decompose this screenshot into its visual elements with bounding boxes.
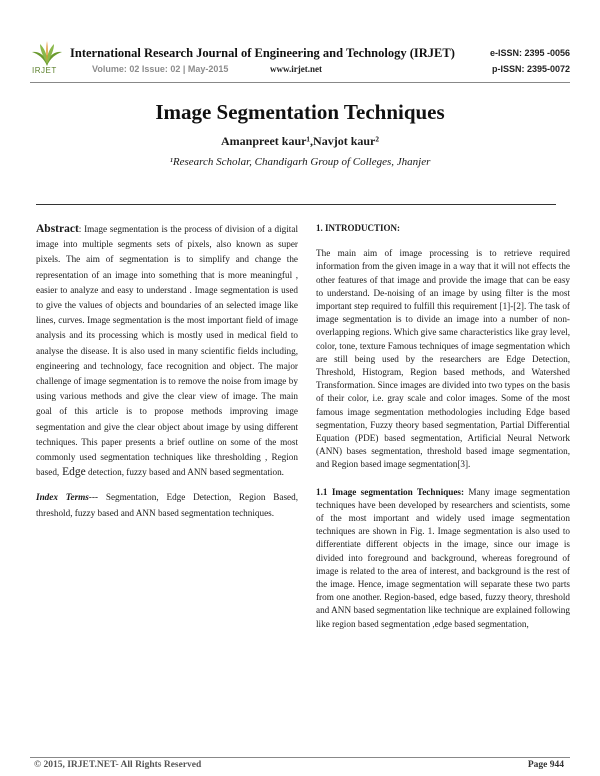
left-column	[36, 222, 298, 521]
volume-info: Volume: 02 Issue: 02 | May-2015	[92, 64, 229, 74]
abstract-text-end: detection, fuzzy based and ANN based segmentation.	[85, 467, 284, 478]
page-number: Page 944	[527, 760, 564, 770]
title-divider	[36, 204, 556, 205]
index-terms-paragraph	[36, 490, 298, 520]
paper-authors: Amanpreet kaur¹,Navjot kaur²	[221, 134, 379, 148]
abstract-paragraph	[36, 222, 298, 480]
paper-title: Image Segmentation Techniques	[155, 100, 445, 124]
index-terms-heading: Index Terms---	[36, 492, 99, 503]
subsection-paragraph	[316, 486, 570, 631]
copyright-text: © 2015, IRJET.NET- All Rights Reserved	[34, 760, 202, 770]
paper-affiliation: ¹Research Scholar, Chandigarh Group of Colleges, Jhanjer	[169, 156, 431, 168]
introduction-heading: 1. INTRODUCTION:	[316, 223, 401, 233]
irjet-logo	[30, 40, 64, 80]
abstract-text: : Image segmentation is the process of division of a digital image into multiple segments sets of pixels, also known as super pixels. The aim of segmentation is to simplify and change the representation of an image into something that is more meaningful , easier to analyze and easy to understand . Image segmentation is used to give the values of objects and boundaries of an selected image like lines, curves. Image segmentation is the most important field of image analysis and its processing which is mostly used in medical field to analyse the disease. It is also used in many scientific fields including, engineering and technology, face recognition and object. The major challenge of image segmentation is to remove the noise from image by using various methods and give the clear view of image. The main goal of this article is to propose methods improving image segmentation and give the clear object about image by using different techniques. This paper presents a brief outline on some of the most commonly used segmentation techniques like thresholding , Region based,	[36, 224, 298, 478]
journal-website[interactable]: www.irjet.net	[270, 64, 322, 74]
e-issn: e-ISSN: 2395 -0056	[489, 48, 570, 58]
journal-title: International Research Journal of Engineering and Technology (IRJET)	[70, 46, 455, 60]
right-column	[316, 222, 570, 631]
logo-text: IRJET	[32, 66, 57, 75]
abstract-heading: Abstract	[36, 223, 79, 235]
p-issn: p-ISSN: 2395-0072	[491, 64, 570, 74]
journal-header	[30, 40, 570, 80]
abstract-text-edge: Edge	[59, 466, 86, 479]
index-terms-text: Segmentation, Edge Detection, Region Based, threshold, fuzzy based and ANN based segmentation techniques.	[36, 492, 298, 518]
introduction-text: The main aim of image processing is to retrieve required information from the given image in a way that it will not effects the other features of that image and provide the image that can be easy to understand. De-noising of an image by using filter is the most important step required to fulfill this requirement [1]-[2]. The task of image segmentation is to divide an image into a number of non-overlapping regions. Which give same characteristics like gray level, color, tone, texture Famous techniques of image segmentation which are still being used by the researchers are Edge Detection, Threshold, Histogram, Region based methods, and Watershed Transformation. Since images are divided into two types on the basis of their color, i.e. gray scale and color images. Some of the most famous image segmentation methodologies including Edge based segmentation, Fuzzy theory based segmentation, Partial Differential Equation (PDE) based segmentation, Artificial Neural Network (ANN) bases segmentation, threshold based image segmentation, and Region based image segmentation[3].	[316, 248, 570, 470]
subsection-text: Many image segmentation techniques have been developed by researchers and scientists, some of the most important and widely used image segmentation techniques are shown in Fig. 1. Image segmentation is also used to differentiate different objects in the image, since our image is divided into foreground and background, whereas foreground of image is related to the area of interest, and background is the rest of the image. Hence, image segmentation will separate these two parts from one another. Region-based, edge based, fuzzy theory, threshold and ANN based segmentation like technique are explained following like region based segmentation ,edge based segmentation,	[316, 486, 571, 629]
header-divider	[30, 82, 570, 83]
subsection-heading: 1.1 Image segmentation Techniques:	[316, 486, 465, 497]
footer-divider	[30, 757, 570, 758]
leaf-icon	[30, 40, 64, 68]
